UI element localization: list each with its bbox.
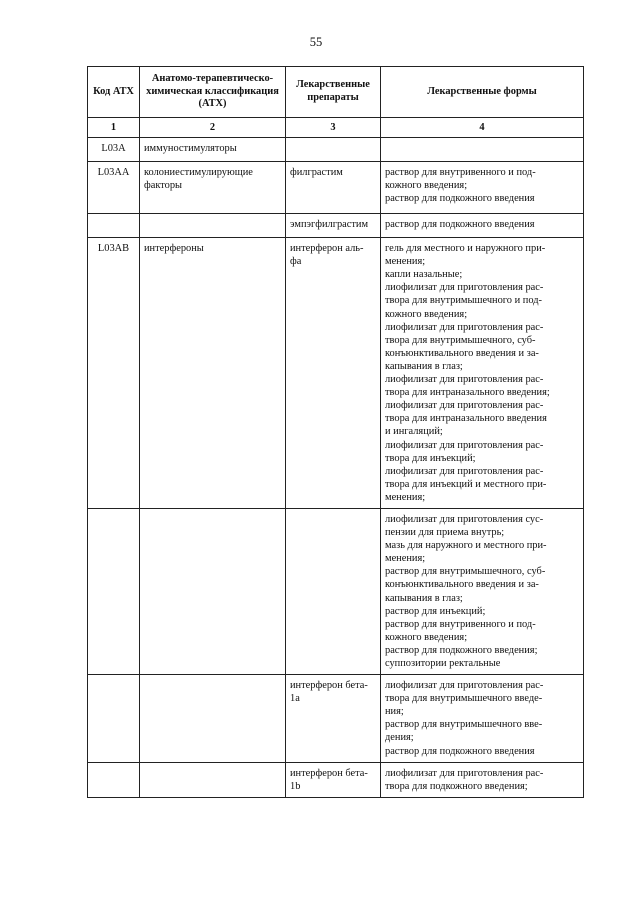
forms-cell: лиофилизат для приготовления сус- пензии для приема внутрь; мазь для наружного и местного при- менения; раствор для внутримышечного, суб- конъюнктивального введения и за- капывания в глаз; раствор для инъекций; раствор для внутривенного и под- кожного введения; раствор для подкожного введения; суппозитории ректальные [381, 508, 584, 674]
forms-cell: лиофилизат для приготовления рас- твора для подкожного введения; [381, 762, 584, 797]
table-row [88, 138, 584, 162]
atx-class-cell: колониестимулирующие факторы [140, 162, 286, 214]
column-number: 1 [88, 118, 140, 138]
atx-class-cell [140, 762, 286, 797]
header-forms: Лекарственные формы [381, 67, 584, 118]
atx-code-cell: L03A [88, 138, 140, 162]
drug-cell: интерферон бета- 1b [286, 762, 381, 797]
drug-cell: филграстим [286, 162, 381, 214]
forms-cell: гель для местного и наружного при- менения; капли назальные; лиофилизат для приготовления рас- твора для внутримышечного и под- кожного введения; лиофилизат для приготовления рас- твора для внутримышечного, суб- конъюнктивального введения и за- капывания в глаз; лиофилизат для приготовления рас- твора для интраназального введения; лиофилизат для приготовления рас- твора для интраназального введения и ингаляций; лиофилизат для приготовления рас- твора для инъекций; лиофилизат для приготовления рас- твора для инъекций и местного при- менения; [381, 238, 584, 509]
drug-cell: интерферон аль- фа [286, 238, 381, 509]
atx-code-cell: L03AB [88, 238, 140, 509]
table-header-row [88, 67, 584, 118]
atx-drug-table [87, 66, 584, 798]
table-row [88, 675, 584, 763]
forms-cell: раствор для подкожного введения [381, 214, 584, 238]
column-number-row [88, 118, 584, 138]
atx-class-cell [140, 214, 286, 238]
page-number: 55 [309, 35, 323, 49]
atx-code-cell [88, 762, 140, 797]
drug-cell [286, 138, 381, 162]
drug-cell [286, 508, 381, 674]
header-code: Код АТХ [88, 67, 140, 118]
table-row [88, 762, 584, 797]
atx-code-cell [88, 675, 140, 763]
atx-class-cell [140, 675, 286, 763]
drug-cell: эмпэгфилграстим [286, 214, 381, 238]
column-number: 2 [140, 118, 286, 138]
forms-cell: лиофилизат для приготовления рас- твора для внутримышечного введе- ния; раствор для внутримышечного вве- дения; раствор для подкожного введения [381, 675, 584, 763]
forms-cell: раствор для внутривенного и под- кожного введения; раствор для подкожного введения [381, 162, 584, 214]
atx-class-cell [140, 508, 286, 674]
drug-cell: интерферон бета- 1a [286, 675, 381, 763]
column-number: 4 [381, 118, 584, 138]
table-row [88, 508, 584, 674]
header-drugs: Лекарственные препараты [286, 67, 381, 118]
atx-code-cell: L03AA [88, 162, 140, 214]
table-row [88, 214, 584, 238]
column-number: 3 [286, 118, 381, 138]
atx-code-cell [88, 508, 140, 674]
table-row [88, 162, 584, 214]
atx-code-cell [88, 214, 140, 238]
forms-cell [381, 138, 584, 162]
atx-class-cell: иммуностимуляторы [140, 138, 286, 162]
atx-class-cell: интерфероны [140, 238, 286, 509]
header-classification: Анатомо-терапевтическо-химическая классификация (АТХ) [140, 67, 286, 118]
table-row [88, 238, 584, 509]
